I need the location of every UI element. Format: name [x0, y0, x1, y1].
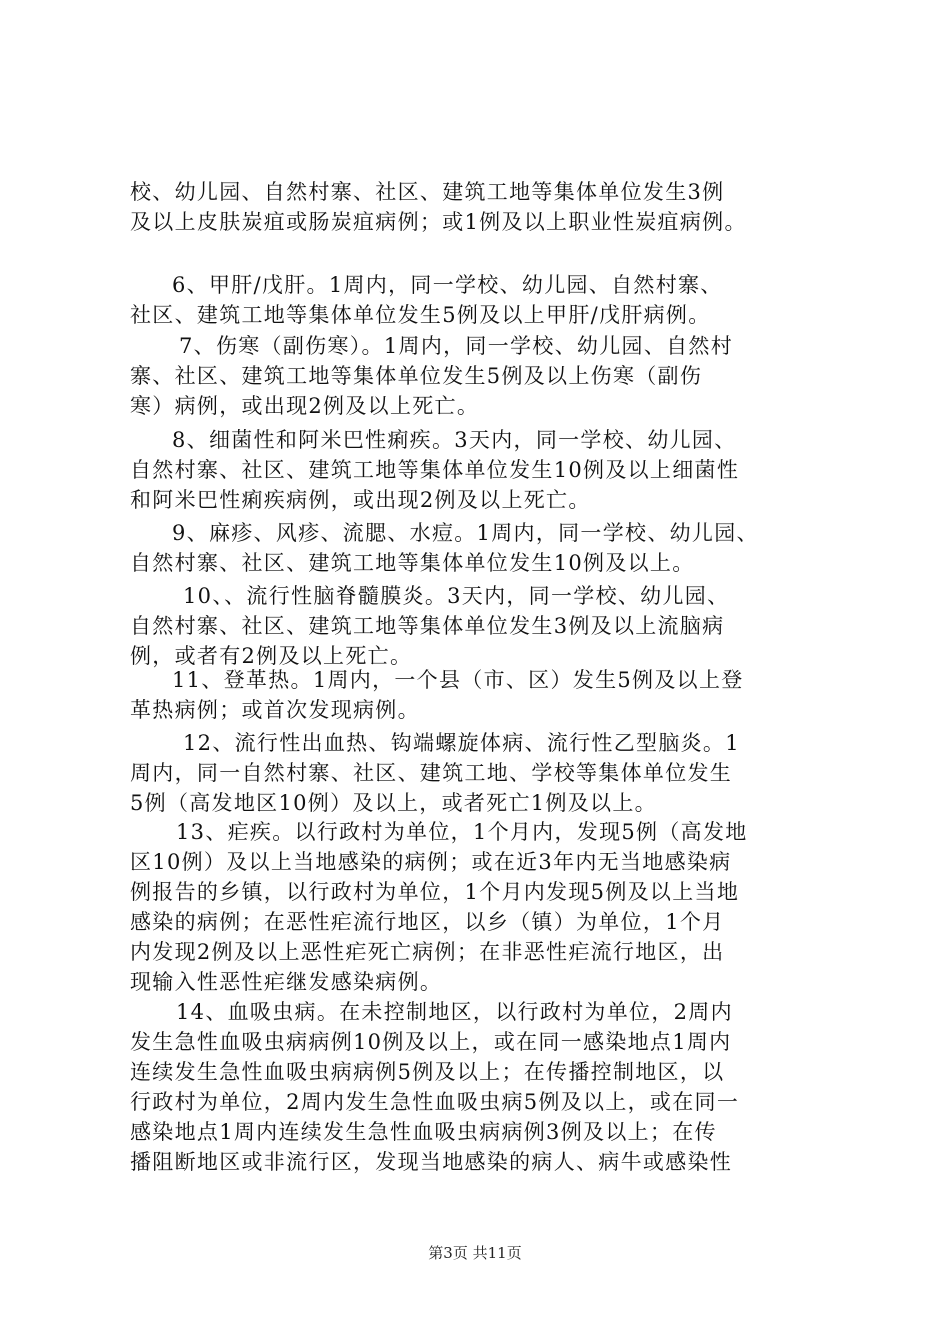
paragraph-line: 9、麻疹、风疹、流腮、水痘。1周内，同一学校、幼儿园、: [172, 521, 759, 545]
paragraph-line: 7、伤寒（副伤寒）。1周内，同一学校、幼儿园、自然村: [179, 334, 734, 358]
paragraph-line: 寨、社区、建筑工地等集体单位发生5例及以上伤寒（副伤: [130, 364, 703, 388]
paragraph-line: 6、甲肝/戊肝。1周内，同一学校、幼儿园、自然村寨、: [172, 273, 723, 297]
paragraph-line: 感染地点1周内连续发生急性血吸虫病病例3例及以上；在传: [130, 1120, 717, 1144]
paragraph-line: 周内，同一自然村寨、社区、建筑工地、学校等集体单位发生: [130, 761, 733, 785]
paragraph-line: 现输入性恶性疟继发感染病例。: [130, 970, 443, 994]
paragraph-line: 12、流行性出血热、钩端螺旋体病、流行性乙型脑炎。1: [183, 731, 740, 755]
paragraph-line: 10、、流行性脑脊髓膜炎。3天内，同一学校、幼儿园、: [183, 584, 730, 608]
paragraph-line: 播阻断地区或非流行区，发现当地感染的病人、病牛或感染性: [130, 1150, 733, 1174]
paragraph-line: 行政村为单位，2周内发生急性血吸虫病5例及以上，或在同一: [130, 1090, 740, 1114]
paragraph-line: 感染的病例；在恶性疟流行地区，以乡（镇）为单位，1个月: [130, 910, 725, 934]
paragraph-line: 及以上皮肤炭疽或肠炭疽病例；或1例及以上职业性炭疽病例。: [130, 210, 747, 234]
paragraph-line: 连续发生急性血吸虫病病例5例及以上；在传播控制地区，以: [130, 1060, 725, 1084]
paragraph-line: 和阿米巴性痢疾病例，或出现2例及以上死亡。: [130, 488, 591, 512]
paragraph-line: 自然村寨、社区、建筑工地等集体单位发生10例及以上。: [130, 551, 695, 575]
paragraph-line: 11、登革热。1周内，一个县（市、区）发生5例及以上登: [172, 668, 744, 692]
paragraph-line: 例，或者有2例及以上死亡。: [130, 644, 413, 668]
paragraph-line: 校、幼儿园、自然村寨、社区、建筑工地等集体单位发生3例: [130, 180, 725, 204]
paragraph-line: 发生急性血吸虫病病例10例及以上，或在同一感染地点1周内: [130, 1030, 732, 1054]
paragraph-line: 例报告的乡镇，以行政村为单位，1个月内发现5例及以上当地: [130, 880, 740, 904]
paragraph-line: 区10例）及以上当地感染的病例；或在近3年内无当地感染病: [130, 850, 732, 874]
paragraph-line: 寒）病例，或出现2例及以上死亡。: [130, 394, 480, 418]
paragraph-line: 社区、建筑工地等集体单位发生5例及以上甲肝/戊肝病例。: [130, 303, 711, 327]
paragraph-line: 革热病例；或首次发现病例。: [130, 698, 420, 722]
paragraph-line: 自然村寨、社区、建筑工地等集体单位发生10例及以上细菌性: [130, 458, 740, 482]
paragraph-line: 自然村寨、社区、建筑工地等集体单位发生3例及以上流脑病: [130, 614, 725, 638]
paragraph-line: 8、细菌性和阿米巴性痢疾。3天内，同一学校、幼儿园、: [172, 428, 737, 452]
paragraph-line: 5例（高发地区10例）及以上，或者死亡1例及以上。: [130, 791, 657, 815]
paragraph-line: 内发现2例及以上恶性疟死亡病例；在非恶性疟流行地区，出: [130, 940, 725, 964]
paragraph-line: 14、血吸虫病。在未控制地区，以行政村为单位，2周内: [176, 1000, 733, 1024]
page-number-footer: 第3页 共11页: [428, 1244, 522, 1262]
paragraph-line: 13、疟疾。以行政村为单位，1个月内，发现5例（高发地: [176, 820, 748, 844]
